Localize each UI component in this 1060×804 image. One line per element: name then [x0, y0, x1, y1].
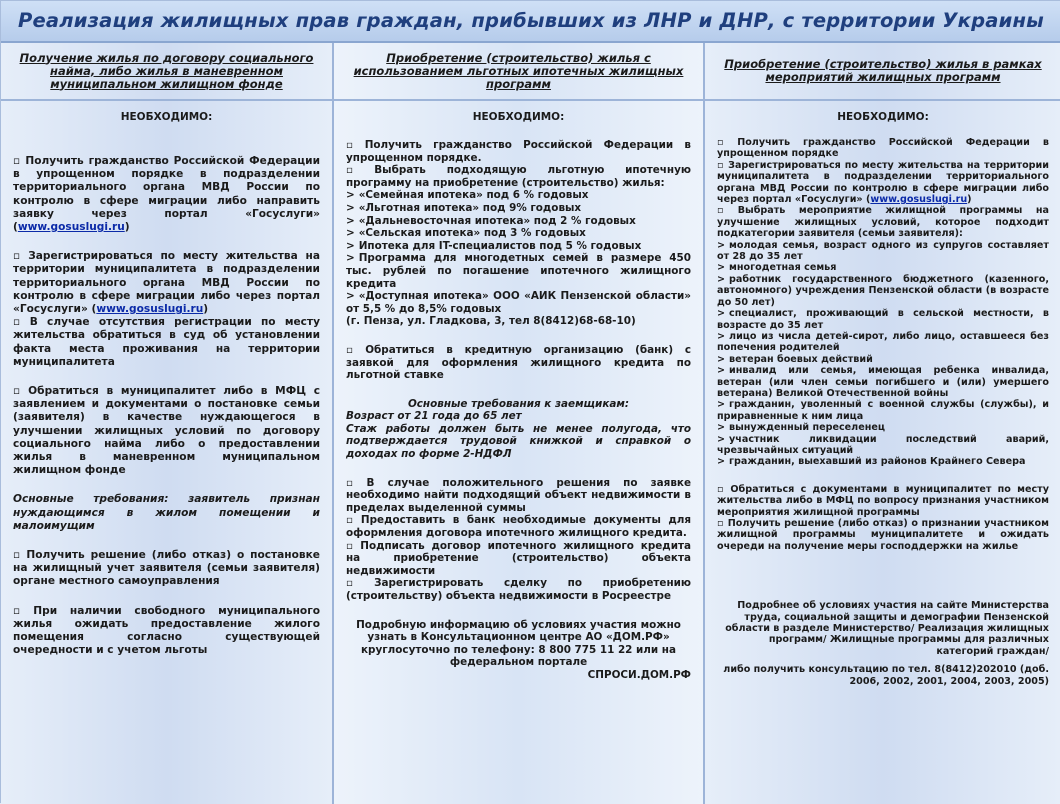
bullet-icon: ▫ — [13, 549, 23, 562]
bullet-icon: ▫ — [717, 518, 724, 529]
bullet-icon: ▫ — [13, 250, 25, 263]
bullet-icon: ▫ — [13, 316, 26, 329]
arrow-icon: > — [717, 399, 726, 411]
bullet-icon: ▫ — [346, 577, 371, 590]
column-title: Получение жилья по договору социального найма, либо жилья в маневренном муниципальном жилищном фонде — [1, 43, 332, 101]
list-item: > вынужденный переселенец — [717, 422, 885, 434]
bullet-icon: ▫ — [346, 343, 362, 356]
column-body — [705, 123, 1060, 687]
list-item: > «Дальневосточная ипотека» под 2 % годовых — [346, 214, 636, 227]
step-citizenship: ▫ Получить гражданство Российской Федерации в упрощенном порядке в подразделении территориального органа МВД России по контролю в сфере миграции либо направить заявку через портал «Госуслуги» (www.gosuslugi.ru) — [13, 155, 320, 234]
arrow-icon: > — [346, 201, 355, 214]
step-documents: ▫ Предоставить в банк необходимые документы для оформления договора ипотечного жилищного кредита. — [346, 514, 692, 540]
list-item: > Ипотека для IT-специалистов под 5 % годовых — [346, 239, 642, 252]
arrow-icon: > — [717, 456, 726, 468]
columns — [1, 43, 1060, 804]
list-item: > гражданин, уволенный с военной службы (службы), и приравненные к ним лица — [717, 399, 1049, 422]
requirement-age: Возраст от 21 года до 65 лет — [346, 410, 522, 423]
step-decision: ▫ Получить решение (либо отказ) о признании участником жилищной программы муниципалитете и ожидать очереди на получение меры господдержки на жилье — [717, 518, 1049, 552]
step-citizenship: ▫ Получить гражданство Российской Федерации в упрощенном порядке. — [346, 139, 691, 164]
list-item: > молодая семья, возраст одного из супругов составляет от 28 до 35 лет — [717, 239, 1049, 263]
arrow-icon: > — [717, 330, 726, 342]
requirement-experience: Стаж работы должен быть не менее полугода, что подтверждается трудовой книжкой и справкой о доходах по форме 2-НДФЛ — [346, 422, 691, 461]
step-apply: ▫ Обратиться в муниципалитет либо в МФЦ с заявлением и документами о постановке семьи (заявителя) в качестве нуждающегося в улучшении жилищных условий по договору социального найма либо о предоставлении жилья в маневренном муниципальном жилищном фонде — [13, 385, 320, 477]
bullet-icon: ▫ — [13, 155, 22, 167]
bullet-icon: ▫ — [346, 514, 357, 527]
column-mortgage — [334, 43, 705, 804]
consultation-text: либо получить консультацию по тел. 8(8412)202010 (доб. 2006, 2002, 2001, 2004, 2003, 2005) — [723, 664, 1049, 687]
arrow-icon: > — [717, 239, 726, 251]
need-heading: НЕОБХОДИМО: — [837, 111, 929, 123]
arrow-icon: > — [346, 227, 355, 240]
arrow-icon: > — [717, 365, 726, 377]
page-title: Реализация жилищных прав граждан, прибывших из ЛНР и ДНР, с территории Украины — [1, 1, 1060, 43]
requirements: Основные требования: заявитель признан нуждающимся в жилом помещении и малоимущим — [13, 493, 320, 532]
arrow-icon: > — [717, 262, 726, 274]
step-court: ▫ В случае отсутствия регистрации по месту жительства обратиться в суд об установлении факта места проживания на территории муниципалитета — [13, 316, 320, 368]
step-apply: ▫ Обратиться с документами в муниципалитет по месту жительства либо в МФЦ по вопросу признания участником мероприятия жилищной программы — [717, 483, 1049, 518]
column-housing-programs — [705, 43, 1060, 804]
bullet-icon: ▫ — [717, 205, 734, 217]
gosuslugi-link[interactable]: www.gosuslugi.ru — [870, 194, 968, 206]
step-find-property: ▫ В случае положительного решения по заявке необходимо найти подходящий объект недвижимости в пределах выделенной суммы — [346, 476, 691, 514]
arrow-icon: > — [717, 422, 726, 434]
list-item: > гражданин, выехавший из районов Крайнего Севера — [717, 456, 1026, 468]
arrow-icon: > — [346, 189, 355, 202]
list-item: > работник государственного бюджетного (казенного, автономного) учреждения Пензенской области (в возрасте до 50 лет) — [717, 273, 1049, 308]
list-item: > специалист, проживающий в сельской местности, в возрасте до 35 лет — [717, 308, 1049, 331]
arrow-icon: > — [346, 252, 355, 265]
bullet-icon: ▫ — [346, 139, 361, 151]
need-heading: НЕОБХОДИМО: — [472, 111, 565, 123]
step-registration: ▫ Зарегистрироваться по месту жительства на территории муниципалитета в подразделении территориального органа МВД России по контролю в сфере миграции либо через портал «Госуслуги» (www.gosuslugi.ru) — [717, 159, 1049, 206]
step-registration: ▫ Зарегистрироваться по месту жительства на территории муниципалитета в подразделении территориального органа МВД России по контролю в сфере миграции либо через портал «Госуслуги» (www.gosuslugi.ru) — [13, 250, 320, 316]
step-citizenship: ▫ Получить гражданство Российской Федерации в упрощенном порядке — [717, 137, 1049, 160]
list-item: > «Семейная ипотека» под 6 % годовых — [346, 189, 589, 202]
bullet-icon: ▫ — [346, 476, 363, 489]
info-text: Подробнее об условиях участия на сайте Министерства труда, социальной защиты и демографии Пензенской области в разделе Министерство/ Реализация жилищных программ/ Жилищные программы для различных категорий граждан/ — [725, 600, 1049, 657]
arrow-icon: > — [717, 308, 726, 320]
gosuslugi-link[interactable]: www.gosuslugi.ru — [17, 221, 125, 234]
step-bank: ▫ Обратиться в кредитную организацию (банк) с заявкой для оформления жилищного кредита по льготной ставке — [346, 343, 692, 382]
step-register-deal: ▫ Зарегистрировать сделку по приобретению (строительству) объекта недвижимости в Росреестре — [346, 577, 692, 602]
bullet-icon: ▫ — [717, 137, 734, 148]
list-item: > «Льготная ипотека» под 9% годовых — [346, 201, 582, 214]
arrow-icon: > — [717, 273, 726, 285]
step-decision: ▫ Получить решение (либо отказ) о постановке на жилищный учет заявителя (семьи заявителя) органе местного самоуправления — [13, 549, 320, 588]
list-item: > Программа для многодетных семей в размере 450 тыс. рублей по погашение ипотечного жилищного кредита — [346, 252, 691, 290]
bullet-icon: ▫ — [717, 159, 725, 171]
column-title: Приобретение (строительство) жилья в рамках мероприятий жилищных программ — [705, 43, 1060, 101]
bullet-icon: ▫ — [13, 604, 30, 617]
list-item: > лицо из числа детей-сирот, либо лицо, оставшееся без попечения родителей — [717, 330, 1049, 354]
bullet-icon: ▫ — [13, 385, 25, 398]
bullet-icon: ▫ — [717, 483, 727, 495]
bullet-icon: ▫ — [346, 164, 371, 177]
column-title: Приобретение (строительство) жилья с использованием льготных ипотечных жилищных программ — [334, 43, 703, 101]
list-item: > участник ликвидации последствий аварий, чрезвычайных ситуаций — [717, 433, 1049, 456]
arrow-icon: > — [346, 290, 355, 303]
column-body — [334, 123, 703, 682]
list-item: > многодетная семья — [717, 262, 837, 274]
list-item: > инвалид или семья, имеющая ребенка инвалида, ветеран (или член семьи погибшего и (или) умершего ветерана) Великой Отечественной войны — [717, 365, 1049, 399]
bullet-icon: ▫ — [346, 539, 357, 552]
arrow-icon: > — [717, 353, 726, 365]
list-item: > «Доступная ипотека» ООО «АИК Пензенской области» от 5,5 % до 8,5% годовых — [346, 290, 691, 315]
step-choose-measure: ▫ Выбрать мероприятие жилищной программы на улучшение жилищных условий, которое подходит подкатегории заявителя (семьи заявителя): — [717, 205, 1049, 240]
requirements-title: Основные требования к заемщикам: — [407, 397, 630, 410]
portal-link[interactable]: СПРОСИ.ДОМ.РФ — [587, 668, 691, 681]
column-social-housing — [1, 43, 334, 804]
arrow-icon: > — [717, 433, 726, 445]
list-item: > «Сельская ипотека» под 3 % годовых — [346, 227, 586, 240]
list-item: > ветеран боевых действий — [717, 353, 873, 365]
step-choose-program: ▫ Выбрать подходящую льготную ипотечную программу на приобретение (строительство) жилья: — [346, 164, 691, 189]
need-heading: НЕОБХОДИМО: — [120, 111, 213, 123]
gosuslugi-link[interactable]: www.gosuslugi.ru — [96, 303, 204, 316]
info-text: Подробную информацию об условиях участия можно узнать в Консультационном центре АО «ДОМ.РФ» круглосуточно по телефону: 8 800 775 11 22 или на федеральном портале — [356, 618, 681, 669]
address: (г. Пенза, ул. Гладкова, 3, тел 8(8412)68-68-10) — [346, 315, 636, 328]
arrow-icon: > — [346, 214, 355, 227]
step-wait: ▫ При наличии свободного муниципального жилья ожидать предоставление жилого помещения согласно существующей очередности и с учетом льготы — [13, 604, 321, 657]
column-body — [1, 123, 332, 658]
arrow-icon: > — [346, 239, 355, 252]
step-sign: ▫ Подписать договор ипотечного жилищного кредита на приобретение (строительство) объекта недвижимости — [346, 539, 692, 577]
